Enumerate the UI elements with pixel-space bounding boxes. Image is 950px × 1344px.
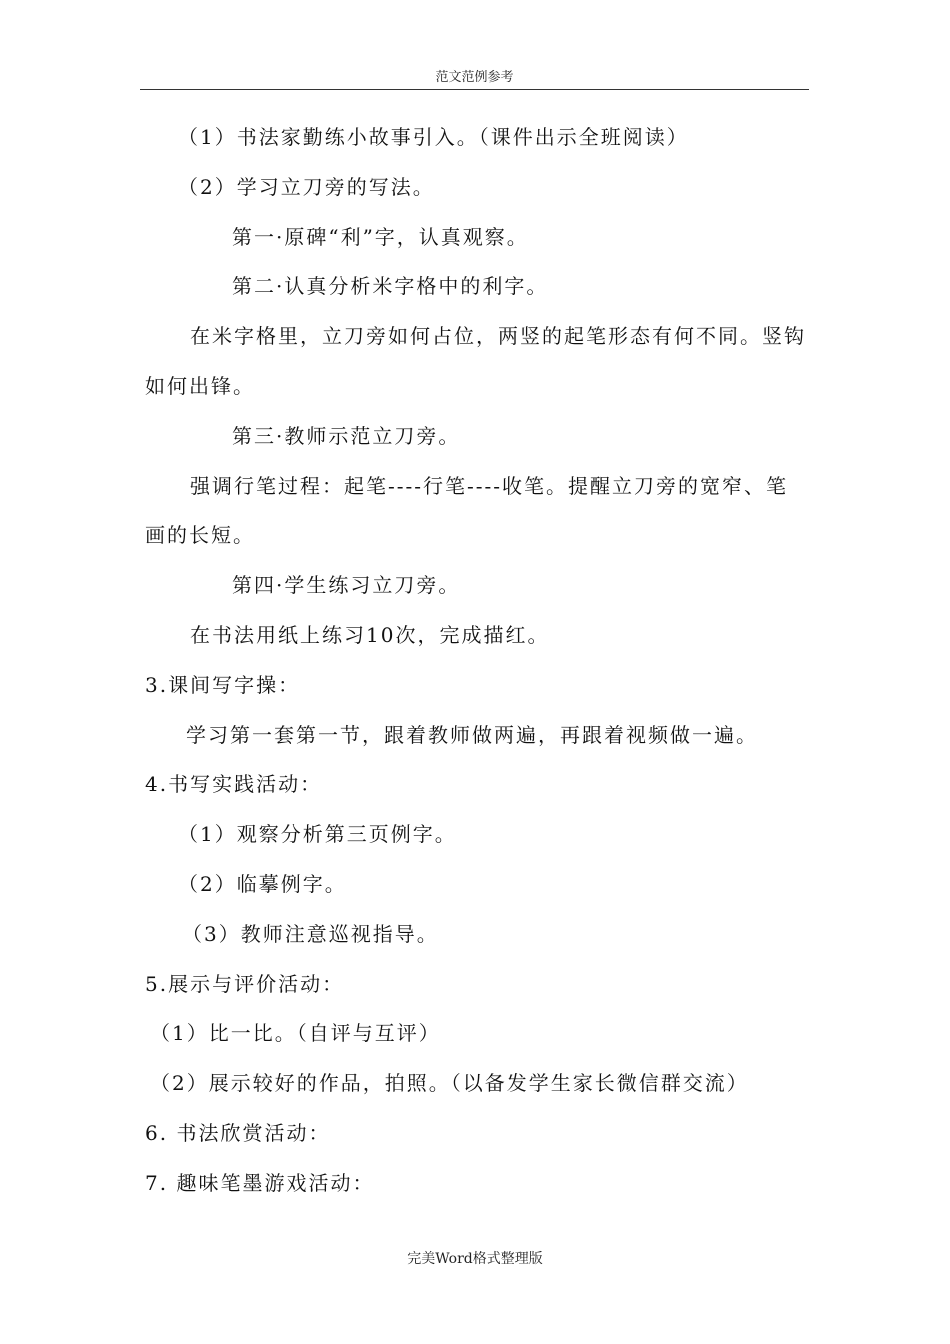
text-line: 如何出锋。 [145,374,255,398]
text-line: 第三·教师示范立刀旁。 [232,424,461,448]
text-line: （2）学习立刀旁的写法。 [178,175,435,199]
text-line: 5.展示与评价活动： [145,972,345,996]
text-line: （2）展示较好的作品，拍照。（以备发学生家长微信群交流） [150,1071,749,1095]
text-line: 第一·原碑“利”字，认真观察。 [232,225,529,249]
text-line: 在书法用纸上练习10次，完成描红。 [190,623,550,647]
text-line: 强调行笔过程：起笔----行笔----收笔。提醒立刀旁的宽窄、笔 [190,474,789,498]
text-line: （2）临摹例字。 [178,872,347,896]
text-line: （1）书法家勤练小故事引入。（课件出示全班阅读） [178,125,689,149]
text-line: 画的长短。 [145,523,255,547]
text-line: 第四·学生练习立刀旁。 [232,573,461,597]
text-line: 第二·认真分析米字格中的利字。 [232,274,549,298]
text-line: 7. 趣味笔墨游戏活动： [145,1171,375,1195]
text-line: （1）观察分析第三页例字。 [178,822,457,846]
text-line: 学习第一套第一节，跟着教师做两遍，再跟着视频做一遍。 [186,723,758,747]
text-line: 6. 书法欣赏活动： [145,1121,331,1145]
text-line: （1）比一比。（自评与互评） [150,1021,441,1045]
text-line: 在米字格里，立刀旁如何占位，两竖的起笔形态有何不同。竖钩 [190,324,806,348]
text-line: 4.书写实践活动： [145,772,323,796]
text-line: 3.课间写字操： [145,673,301,697]
text-line: （3）教师注意巡视指导。 [182,922,439,946]
page-header: 范文范例参考 [140,70,809,90]
page-footer: 完美Word格式整理版 [407,1251,543,1267]
